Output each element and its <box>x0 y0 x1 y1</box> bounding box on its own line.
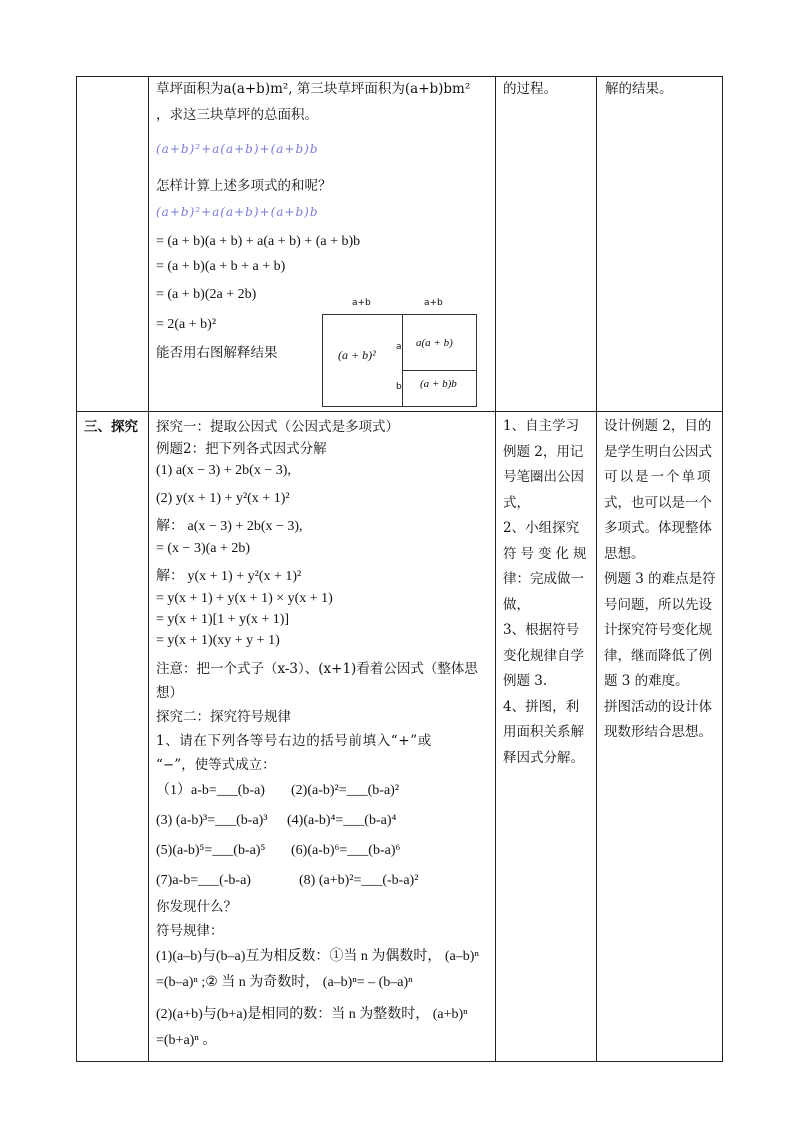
row1-step-2: = (a + b)(a + b + a + b) <box>156 259 286 274</box>
table-bottom-border <box>76 1061 723 1062</box>
row1-step-1: = (a + b)(a + b) + a(a + b) + (a + b)b <box>156 234 361 249</box>
note-line-2: 想） <box>156 685 183 701</box>
solution-2-line-3: = y(x + 1)[1 + y(x + 1)] <box>156 612 290 627</box>
solution-2-line-4: = y(x + 1)(xy + y + 1) <box>156 633 280 648</box>
activity-line: 释因式分解。 <box>503 749 584 766</box>
activity-line: 3、根据符号 <box>503 622 580 638</box>
problem-1: （1）a-b=___(b-a) <box>156 783 265 798</box>
col-divider-3 <box>596 76 597 1062</box>
row1-col3-text: 的过程。 <box>503 81 557 97</box>
activity-line: 例题 2，用记 <box>503 443 584 460</box>
activity-line: 做， <box>503 596 530 613</box>
figure-left-area-label: (a + b)² <box>338 348 376 362</box>
figure-mid-line <box>402 370 477 371</box>
problem-7: (7)a-b=___(-b-a) <box>156 873 251 888</box>
example-2-item-2: (2) y(x + 1) + y²(x + 1)² <box>156 491 290 506</box>
row1-faded-expression-2: (a+b)²+a(a+b)+(a+b)b <box>156 205 319 219</box>
example-2-item-1: (1) a(x − 3) + 2b(x − 3), <box>156 463 291 478</box>
figure-area-b: (a + b)b <box>420 378 457 390</box>
row1-faded-expression-1: (a+b)²+a(a+b)+(a+b)b <box>156 142 319 156</box>
area-figure <box>322 298 478 410</box>
problem-4: (4)(a-b)⁴=___(b-a)⁴ <box>287 813 397 828</box>
row1-step-4: = 2(a + b)² <box>156 317 217 332</box>
intent-line: 计探究符号变化规 <box>604 622 712 638</box>
intent-line: 多项式。体现整体 <box>604 520 712 536</box>
question-1-line-2: “−”，使等式成立： <box>156 757 276 773</box>
table-top-border <box>76 76 723 77</box>
example-2-heading: 例题2：把下列各式因式分解 <box>156 441 327 457</box>
problem-3: (3) (a-b)³=___(b-a)³ <box>156 813 268 828</box>
rule-title: 符号规律： <box>156 923 224 939</box>
row1-ask: 能否用右图解释结果 <box>156 345 278 361</box>
problem-2: (2)(a-b)²=___(b-a)² <box>291 783 400 798</box>
figure-side-b: b <box>396 382 402 392</box>
table-right-border <box>722 76 723 1062</box>
activity-line: 1、自主学习 <box>503 418 580 434</box>
row-divider <box>76 411 723 412</box>
intent-line: 可以是一个单项 <box>604 469 713 485</box>
figure-side-a: a <box>396 342 402 352</box>
col-divider-1 <box>148 76 149 1062</box>
discovery-question: 你发现什么？ <box>156 899 237 915</box>
explore-1-heading: 探究一：提取公因式（公因式是多项式） <box>156 419 399 435</box>
activity-line: 律：完成做一 <box>503 571 584 587</box>
row1-line2: ，求这三块草坪的总面积。 <box>156 107 318 123</box>
activity-line: 2、小组探究 <box>503 520 580 536</box>
figure-right-rect <box>402 314 477 407</box>
intent-line: 题 3 的难度。 <box>604 673 689 689</box>
note-line-1: 注意：把一个式子（x-3）、(x+1)看着公因式（整体思 <box>156 661 478 677</box>
intent-line: 思想。 <box>604 545 645 562</box>
rule-1-line-2: =(b–a)ⁿ ;② 当 n 为奇数时， (a–b)ⁿ= – (b–a)ⁿ <box>156 975 413 990</box>
activity-line: 例题 3. <box>503 673 548 689</box>
intent-line: 是学生明白公因式 <box>604 443 712 460</box>
intent-line: 现数形结合思想。 <box>604 724 712 740</box>
rule-2-line-2: =(b+a)ⁿ 。 <box>156 1033 217 1048</box>
row1-step-3: = (a + b)(2a + 2b) <box>156 287 257 302</box>
question-1-line-1: 1、请在下列各等号右边的括号前填入“+”或 <box>156 733 432 749</box>
table-left-border <box>76 76 77 1062</box>
intent-line: 律，继而降低了例 <box>604 647 712 664</box>
intent-line: 号问题，所以先设 <box>604 596 712 613</box>
row1-col4-text: 解的结果。 <box>605 81 673 97</box>
student-activities <box>503 414 591 771</box>
activity-line: 号笔圈出公因 <box>503 469 584 485</box>
problem-8: (8) (a+b)²=___(-b-a)² <box>299 873 419 888</box>
solution-2-line-2: = y(x + 1) + y(x + 1) × y(x + 1) <box>156 591 333 606</box>
intent-line: 拼图活动的设计体 <box>604 698 712 715</box>
activity-line: 4、拼图，利 <box>503 698 580 715</box>
col-divider-2 <box>495 76 496 1062</box>
problem-5: (5)(a-b)⁵=___(b-a)⁵ <box>156 843 266 858</box>
explore-2-heading: 探究二：探究符号规律 <box>156 709 291 725</box>
figure-top-label-right: a+b <box>424 298 443 308</box>
problem-6: (6)(a-b)⁶=___(b-a)⁶ <box>291 843 401 858</box>
design-intent <box>604 414 720 746</box>
intent-line: 式，也可以是一个 <box>604 494 712 511</box>
rule-2-line-1: (2)(a+b)与(b+a)是相同的数：当 n 为整数时， (a+b)ⁿ <box>156 1007 468 1022</box>
intent-line: 例题 3 的难点是符 <box>604 571 716 587</box>
intent-line: 设计例题 2，目的 <box>604 418 712 434</box>
row1-question: 怎样计算上述多项式的和呢？ <box>156 178 332 194</box>
solution-2-line-1: 解： y(x + 1) + y²(x + 1)² <box>156 569 302 584</box>
solution-1-line-2: = (x − 3)(a + 2b) <box>156 541 251 556</box>
figure-area-a: a(a + b) <box>416 337 453 349</box>
activity-line: 变化规律自学 <box>503 647 584 664</box>
activity-line: 式， <box>503 494 530 511</box>
activity-line: 符号变化规 <box>503 545 591 562</box>
row1-line1: 草坪面积为a(a+b)m², 第三块草坪面积为(a+b)bm² <box>156 81 471 97</box>
rule-1-line-1: (1)(a–b)与(b–a)互为相反数：①当 n 为偶数时， (a–b)ⁿ <box>156 949 479 964</box>
figure-top-label-left: a+b <box>352 298 371 308</box>
activity-line: 用面积关系解 <box>503 724 584 740</box>
section-label: 三、探究 <box>84 419 138 435</box>
solution-1-line-1: 解： a(x − 3) + 2b(x − 3), <box>156 519 303 534</box>
